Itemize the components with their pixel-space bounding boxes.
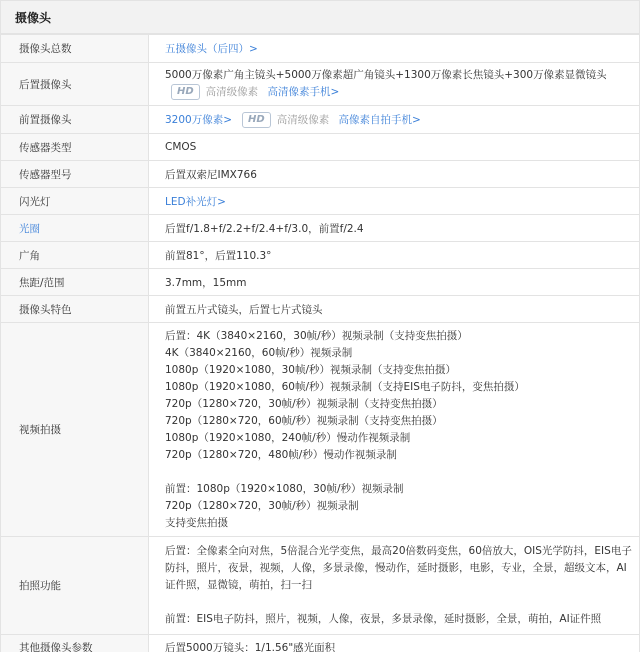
spec-row-photo	[1, 537, 640, 635]
spec-value	[149, 35, 640, 63]
hd-phone-link[interactable]: 高清像素手机>	[267, 86, 340, 98]
spec-row-total	[1, 35, 640, 63]
spec-value: 后置5000万镜头：1/1.56"感光面积	[149, 635, 640, 652]
video-line: 后置：4K（3840×2160，30帧/秒）视频录制（支持变焦拍摄）	[165, 329, 468, 342]
video-line: 1080p（1920×1080，240帧/秒）慢动作视频录制	[165, 431, 411, 444]
video-line: 720p（1280×720，30帧/秒）视频录制	[165, 499, 359, 512]
spec-label: 其他摄像头参数	[1, 635, 149, 652]
video-line: 4K（3840×2160，60帧/秒）视频录制	[165, 346, 353, 359]
spec-label: 视频拍摄	[1, 323, 149, 537]
video-line: 1080p（1920×1080，60帧/秒）视频录制（支持EIS电子防抖，变焦拍摄）	[165, 380, 525, 393]
section-title: 摄像头	[0, 0, 640, 34]
spec-row-other	[1, 635, 640, 652]
photo-line-spacer	[165, 594, 639, 611]
photo-line: 后置：全像素全向对焦，5倍混合光学变焦，最高20倍数码变焦，60倍放大，OIS光学防抖，EIS电子	[165, 545, 632, 557]
spec-row-video	[1, 323, 640, 537]
front-camera-link[interactable]: 3200万像素>	[165, 113, 233, 126]
photo-line: 前置：EIS电子防抖，照片，视频，人像，夜景，多景录像，延时摄影，全景，萌拍，AI证件照	[165, 613, 602, 625]
spec-value	[149, 106, 640, 134]
hd-label: 高清级像素	[205, 86, 259, 98]
spec-value: 后置双索尼IMX766	[149, 161, 640, 188]
spec-value	[149, 537, 640, 635]
spec-label: 摄像头特色	[1, 296, 149, 323]
spec-value: CMOS	[149, 134, 640, 161]
spec-label: 焦距/范围	[1, 269, 149, 296]
spec-row-features	[1, 296, 640, 323]
spec-row-wide	[1, 242, 640, 269]
video-line: 支持变焦拍摄	[165, 516, 228, 529]
spec-value	[149, 63, 640, 106]
spec-value: 前置五片式镜头，后置七片式镜头	[149, 296, 640, 323]
spec-row-sensor-type	[1, 134, 640, 161]
spec-value: 后置f/1.8+f/2.2+f/2.4+f/3.0，前置f/2.4	[149, 215, 640, 242]
rear-camera-text: 5000万像素广角主镜头+5000万像素超广角镜头+1300万像素长焦镜头+300万像素显微镜头	[165, 69, 607, 81]
spec-label: 传感器型号	[1, 161, 149, 188]
photo-line: 防抖，照片，夜景，视频，人像，多景录像，慢动作，延时摄影，电影，专业，全景，超级文本，AI	[165, 562, 627, 574]
flash-link[interactable]: LED补光灯>	[165, 195, 226, 208]
hd-label: 高清级像素	[276, 113, 330, 126]
spec-row-rear	[1, 63, 640, 106]
spec-label: 广角	[1, 242, 149, 269]
hd-badge-icon: HD	[171, 84, 200, 100]
video-line: 1080p（1920×1080，30帧/秒）视频录制（支持变焦拍摄）	[165, 363, 457, 376]
spec-label: 前置摄像头	[1, 106, 149, 134]
camera-spec-table	[0, 34, 640, 652]
spec-row-flash	[1, 188, 640, 215]
photo-line: 证件照，显微镜，萌拍，扫一扫	[165, 579, 312, 591]
camera-count-link[interactable]: 五摄像头（后四）>	[165, 43, 258, 55]
spec-label: 后置摄像头	[1, 63, 149, 106]
spec-label: 摄像头总数	[1, 35, 149, 63]
spec-value: 前置81°，后置110.3°	[149, 242, 640, 269]
video-line: 720p（1280×720，30帧/秒）视频录制（支持变焦拍摄）	[165, 397, 443, 410]
spec-row-focal	[1, 269, 640, 296]
spec-label: 闪光灯	[1, 188, 149, 215]
video-line-spacer	[165, 464, 639, 481]
spec-label: 传感器类型	[1, 134, 149, 161]
video-line: 前置：1080p（1920×1080，30帧/秒）视频录制	[165, 482, 404, 495]
video-line: 720p（1280×720，480帧/秒）慢动作视频录制	[165, 448, 397, 461]
spec-row-front	[1, 106, 640, 134]
spec-value: 3.7mm，15mm	[149, 269, 640, 296]
video-line: 720p（1280×720，60帧/秒）视频录制（支持变焦拍摄）	[165, 414, 443, 427]
spec-label: 拍照功能	[1, 537, 149, 635]
hd-badge-icon: HD	[242, 112, 271, 128]
spec-row-sensor-model	[1, 161, 640, 188]
spec-row-aperture	[1, 215, 640, 242]
selfie-phone-link[interactable]: 高像素自拍手机>	[338, 113, 421, 126]
aperture-label-link[interactable]: 光圈	[1, 215, 149, 242]
spec-value	[149, 323, 640, 537]
spec-value	[149, 188, 640, 215]
